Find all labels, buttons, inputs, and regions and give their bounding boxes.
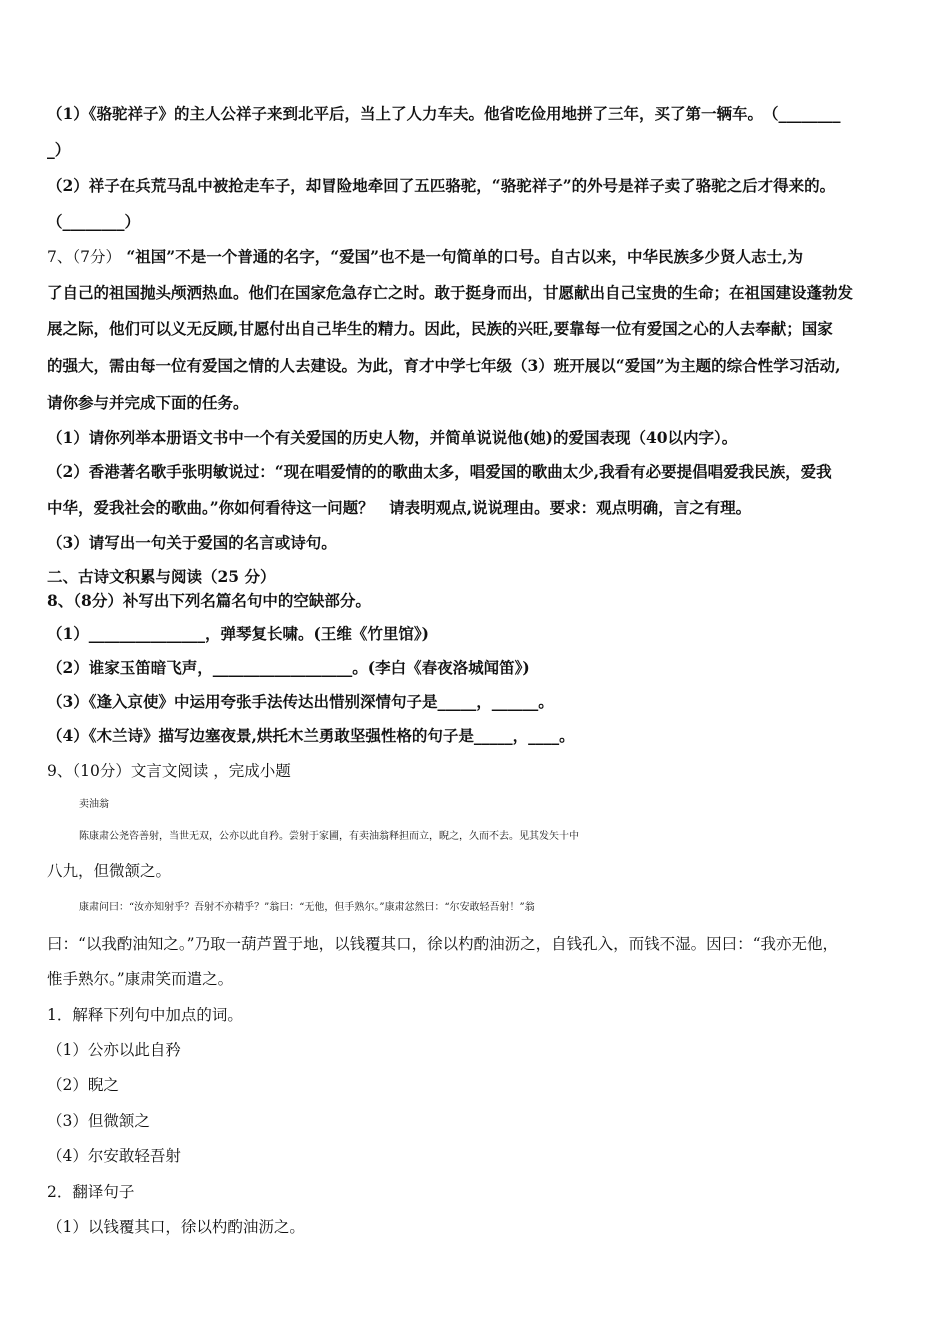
- q7-paragraph-line-2: 了自己的祖国抛头颅洒热血。他们在国家危急存亡之时。敢于挺身而出，甘愿献出自己宝贵的生命；在祖国建设蓬勃发: [47, 283, 854, 302]
- passage-p1-line-1: 陈康肃公尧咨善射，当世无双，公亦以此自矜。尝射于家圃，有卖油翁释担而立，睨之，久而不去。见其发矢十中: [79, 831, 579, 842]
- q9-subquestion-1: 1．解释下列句中加点的词。: [47, 1006, 243, 1024]
- q9-sub1-item-4: （4）尔安敢轻吾射: [47, 1147, 181, 1165]
- q8-item-1: （1）_______________，弹琴复长啸。(王维《竹里馆》): [47, 624, 429, 643]
- q6-statement-1-blank: _）: [47, 140, 71, 159]
- q7-intro: “祖国”不是一个普通的名字，“爱国”也不是一句简单的口号。自古以来，中华民族多少贤人志士,为: [126, 247, 803, 266]
- passage-p2-line-2: 曰：“以我酌油知之。”乃取一葫芦置于地，以钱覆其口，徐以杓酌油沥之，自钱孔入，而钱不湿。因曰：“我亦无他，: [47, 935, 839, 953]
- q8-item-3: （3）《逢入京使》中运用夸张手法传达出惜别深情句子是_____，______。: [47, 692, 554, 711]
- q9-sub1-item-2: （2）睨之: [47, 1076, 119, 1094]
- passage-title: 卖油翁: [79, 799, 109, 810]
- passage-p1-line-2: 八九，但微颔之。: [47, 862, 172, 880]
- q7-task-2-cont: 中华，爱我社会的歌曲。”你如何看待这一问题？ 请表明观点,说说理由。要求：观点明确，言之有理。: [47, 498, 752, 517]
- q6-statement-2: （2）祥子在兵荒马乱中被抢走车子，却冒险地牵回了五匹骆驼，“骆驼祥子”的外号是祥子卖了骆驼之后才得来的。: [47, 176, 836, 195]
- q9-sub1-item-3: （3）但微颔之: [47, 1112, 150, 1130]
- q9-heading: 9、（10分）文言文阅读 ，完成小题: [47, 762, 291, 780]
- q8-item-4: （4）《木兰诗》描写边塞夜景,烘托木兰勇敢坚强性格的句子是_____，____。: [47, 726, 575, 745]
- q6-statement-1: （1）《骆驼祥子》的主人公祥子来到北平后，当上了人力车夫。他省吃俭用地拼了三年，买了第一辆车。 （________: [47, 104, 841, 123]
- q7-paragraph-line-3: 展之际，他们可以义无反顾,甘愿付出自己毕生的精力。因此，民族的兴旺,要靠每一位有爱国之心的人去奉献；国家: [47, 319, 833, 338]
- q7-paragraph-line-1: [47, 246, 917, 268]
- passage-p2-line-1: 康肃问曰：“汝亦知射乎？吾射不亦精乎？”翁曰：“无他，但手熟尔。”康肃忿然曰：“尔安敢轻吾射！”翁: [79, 902, 535, 913]
- passage-p2-line-3: 惟手熟尔。”康肃笑而遣之。: [47, 970, 234, 988]
- q6-statement-2-blank: （________）: [47, 212, 141, 231]
- q9-sub2-item-1: （1）以钱覆其口，徐以杓酌油沥之。: [47, 1218, 305, 1236]
- q7-task-3: （3）请写出一句关于爱国的名言或诗句。: [47, 533, 337, 552]
- q7-task-2: （2）香港著名歌手张明敏说过：“现在唱爱情的的歌曲太多，唱爱国的歌曲太少,我看有必要提倡唱爱我民族，爱我: [47, 462, 832, 481]
- q9-sub1-item-1: （1）公亦以此自矜: [47, 1041, 181, 1059]
- q7-task-1: （1）请你列举本册语文书中一个有关爱国的历史人物，并简单说说他(她)的爱国表现（40以内字）。: [47, 428, 738, 447]
- q7-paragraph-line-5: 请你参与并完成下面的任务。: [47, 393, 249, 412]
- q7-paragraph-line-4: 的强大，需由每一位有爱国之情的人去建设。为此，育才中学七年级（3）班开展以“爱国”为主题的综合性学习活动,: [47, 356, 841, 375]
- q8-item-2: （2）谁家玉笛暗飞声，__________________。(李白《春夜洛城闻笛》): [47, 658, 530, 677]
- q9-subquestion-2: 2．翻译句子: [47, 1183, 135, 1201]
- q8-heading: 8、（8分）补写出下列名篇名句中的空缺部分。: [47, 591, 371, 610]
- section-2-heading: 二、古诗文积累与阅读（25 分）: [47, 567, 276, 586]
- q7-heading: 7、（7分）: [47, 248, 121, 266]
